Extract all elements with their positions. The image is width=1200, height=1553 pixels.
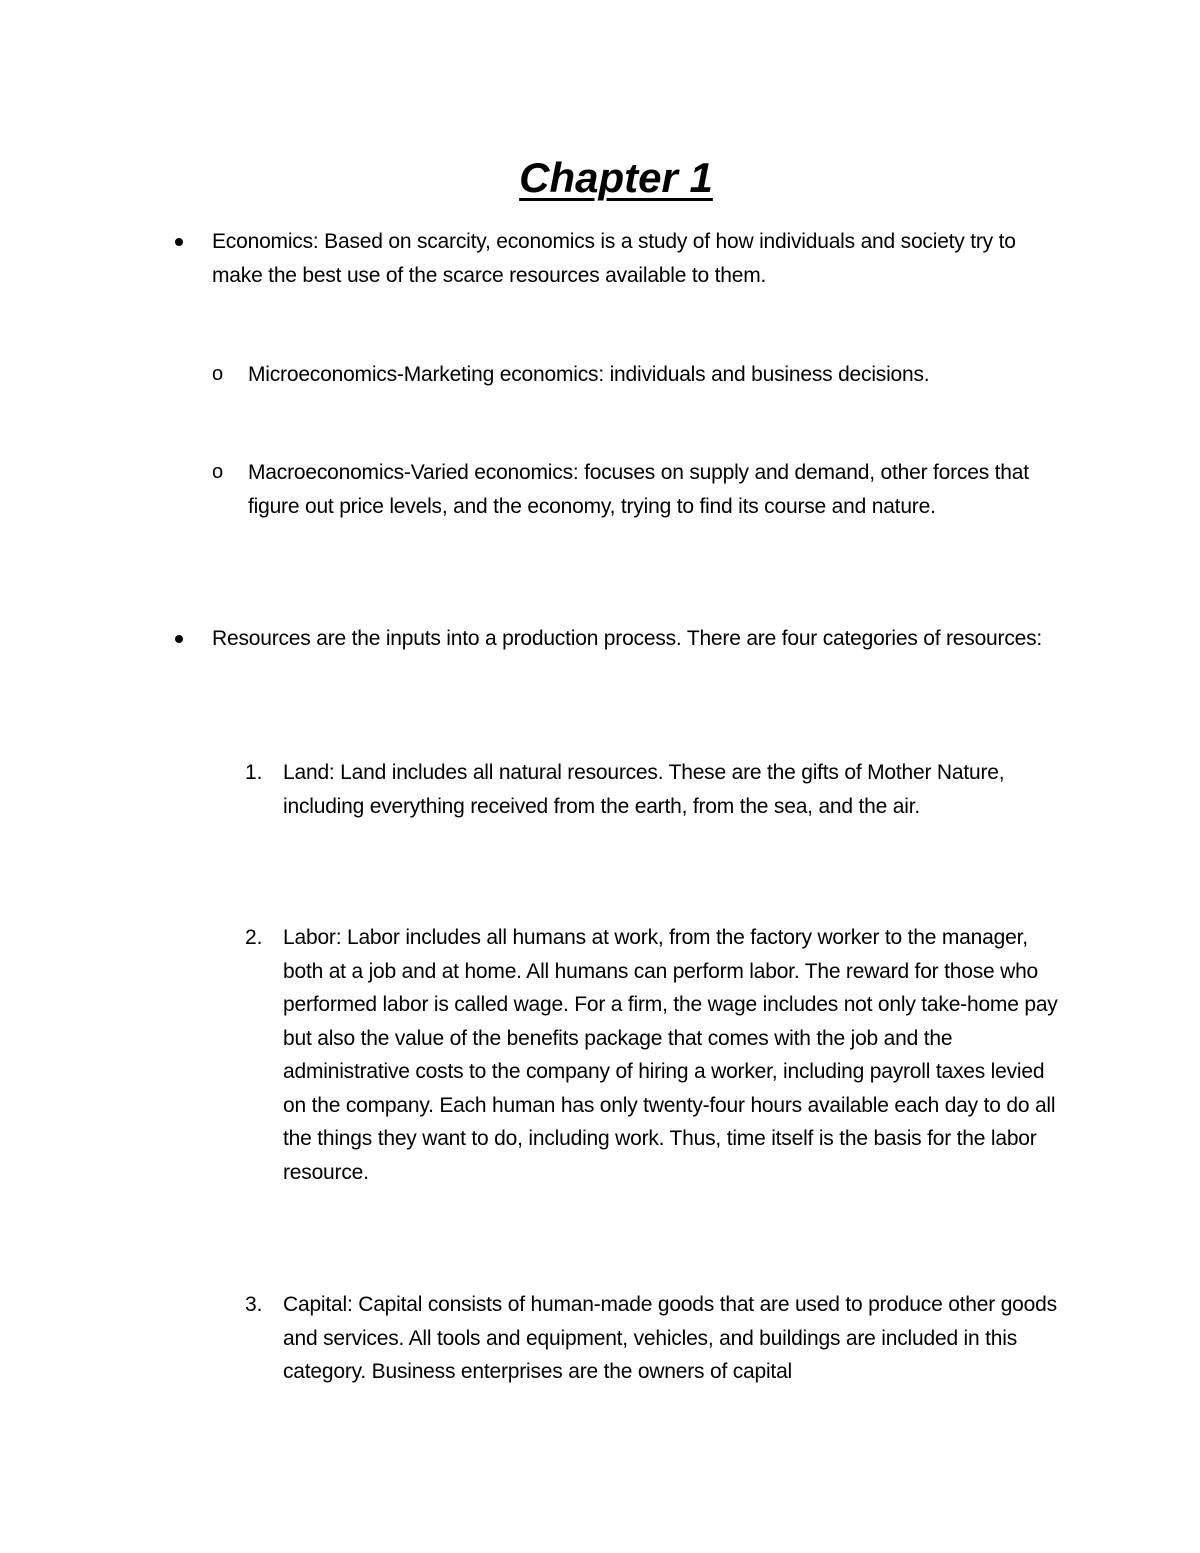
bullet-text-resources: Resources are the inputs into a production process. There are four categories of resources: (212, 627, 1043, 650)
sub-bullet-text-macroeconomics: Macroeconomics-Varied economics: focuses on supply and demand, other forces that figure out price levels, and the economy, trying to find its course and nature. (248, 461, 1029, 518)
sub-bullet-marker: o (212, 363, 224, 385)
page-title: Chapter 1 (519, 154, 713, 201)
numbered-text-land: Land: Land includes all natural resources. These are the gifts of Mother Nature, including everything received from the earth, from the sea, and the air. (283, 761, 1005, 818)
numbered-text-labor: Labor: Labor includes all humans at work, from the factory worker to the manager, both at a job and at home. All humans can perform labor. The reward for those who performed labor is called wage. For a firm, the wage includes not only take-home pay but also the value of the benefits package that comes with the job and the administrative costs to the company of hiring a worker, including payroll taxes levied on the company. Each human has only twenty-four hours available each day to do all the things they want to do, including work. Thus, time itself is the basis for the labor resource. (283, 926, 1058, 1184)
bullet-text-economics: Economics: Based on scarcity, economics is a study of how individuals and society try to make the best use of the scarce resources available to them. (212, 230, 1016, 287)
bullet-marker (175, 238, 183, 246)
sub-bullet-text-microeconomics: Microeconomics-Marketing economics: individuals and business decisions. (248, 363, 930, 386)
numbered-text-capital: Capital: Capital consists of human-made goods that are used to produce other goods and services. All tools and equipment, vehicles, and buildings are included in this category. Business enterprises are the owners of capital (283, 1293, 1057, 1383)
bullet-marker (175, 635, 183, 643)
numbered-marker: 2. (245, 926, 263, 949)
numbered-marker: 1. (245, 761, 263, 784)
numbered-marker: 3. (245, 1293, 263, 1316)
sub-bullet-marker: o (212, 461, 224, 483)
